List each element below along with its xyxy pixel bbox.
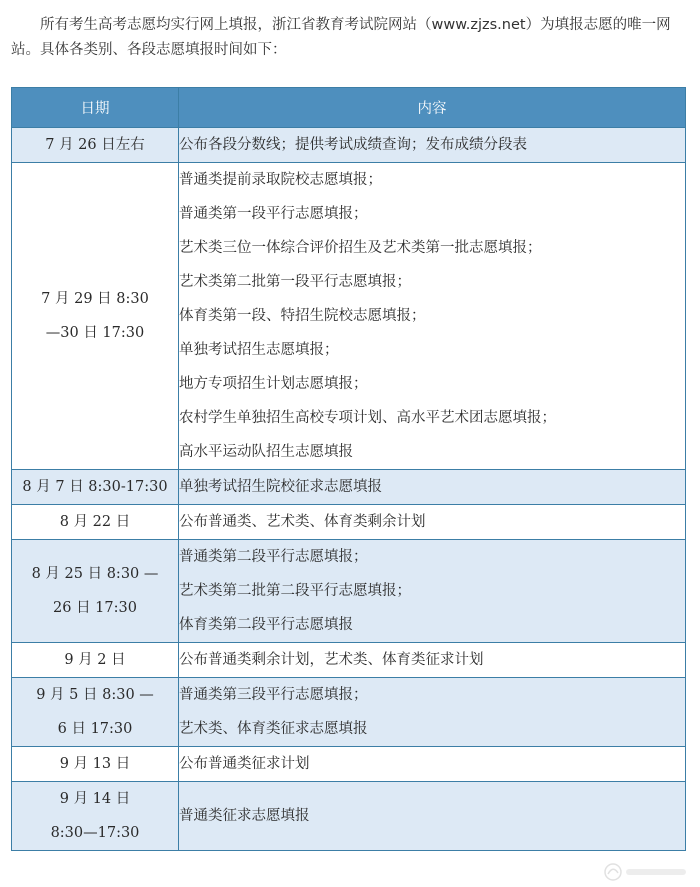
content-line: 地方专项招生计划志愿填报； — [179, 376, 368, 392]
date-text: 7 月 29 日 8:30 — [41, 291, 149, 307]
content-line: 艺术类第二批第二段平行志愿填报； — [179, 583, 411, 599]
date-text: 6 日 17:30 — [57, 721, 133, 737]
content-line: 体育类第二段平行志愿填报 — [179, 617, 353, 633]
date-cell — [12, 540, 179, 643]
table-header-row — [12, 88, 686, 128]
content-cell — [179, 782, 686, 851]
date-cell — [12, 470, 179, 505]
content-line: 艺术类第二批第一段平行志愿填报； — [179, 274, 411, 290]
content-line: 普通类第三段平行志愿填报； — [179, 687, 368, 703]
date-cell — [12, 128, 179, 163]
date-text: 8:30—17:30 — [50, 825, 140, 841]
date-text: 9 月 13 日 — [59, 756, 131, 772]
content-line: 体育类第一段、特招生院校志愿填报； — [179, 308, 426, 324]
content-line: 单独考试招生志愿填报； — [179, 342, 339, 358]
content-line: 艺术类、体育类征求志愿填报 — [179, 721, 368, 737]
content-line: 公布普通类征求计划 — [179, 756, 310, 772]
table-row — [12, 128, 686, 163]
table-row — [12, 163, 686, 470]
date-text: 8 月 25 日 8:30 — — [31, 566, 159, 582]
watermark-logo — [602, 861, 692, 883]
content-line: 公布各段分数线；提供考试成绩查询；发布成绩分段表 — [179, 137, 527, 153]
content-cell — [179, 128, 686, 163]
date-cell — [12, 163, 179, 470]
content-line: 公布普通类、艺术类、体育类剩余计划 — [179, 514, 426, 530]
date-cell — [12, 678, 179, 747]
date-cell — [12, 505, 179, 540]
content-line: 高水平运动队招生志愿填报 — [179, 444, 353, 460]
date-text: 8 月 22 日 — [59, 514, 131, 530]
date-text: 9 月 5 日 8:30 — — [36, 687, 154, 703]
date-cell — [12, 747, 179, 782]
date-text: 8 月 7 日 8:30-17:30 — [22, 479, 168, 495]
content-cell — [179, 643, 686, 678]
table-row — [12, 505, 686, 540]
header-date: 日期 — [12, 88, 179, 128]
content-cell — [179, 163, 686, 470]
content-cell — [179, 747, 686, 782]
content-line: 普通类提前录取院校志愿填报； — [179, 172, 382, 188]
content-cell — [179, 505, 686, 540]
intro-paragraph: 所有考生高考志愿均实行网上填报，浙江省教育考试院网站（www.zjzs.net）为填报志愿的唯一网站。具体各类别、各段志愿填报时间如下： — [11, 17, 671, 58]
date-text: 26 日 17:30 — [53, 600, 137, 616]
content-line: 普通类第一段平行志愿填报； — [179, 206, 368, 222]
date-text: 9 月 14 日 — [59, 791, 131, 807]
schedule-table — [11, 87, 686, 851]
content-line: 普通类征求志愿填报 — [179, 808, 310, 824]
content-cell — [179, 678, 686, 747]
content-line: 单独考试招生院校征求志愿填报 — [179, 479, 382, 495]
date-text: 7 月 26 日左右 — [45, 137, 145, 153]
date-cell — [12, 782, 179, 851]
content-cell — [179, 470, 686, 505]
table-row — [12, 678, 686, 747]
table-row — [12, 747, 686, 782]
content-line: 公布普通类剩余计划，艺术类、体育类征求计划 — [179, 652, 484, 668]
table-row — [12, 470, 686, 505]
content-cell — [179, 540, 686, 643]
table-row — [12, 540, 686, 643]
content-line: 农村学生单独招生高校专项计划、高水平艺术团志愿填报； — [179, 410, 556, 426]
content-line: 普通类第二段平行志愿填报； — [179, 549, 368, 565]
date-cell — [12, 643, 179, 678]
date-text: 9 月 2 日 — [64, 652, 126, 668]
table-row — [12, 643, 686, 678]
content-line: 艺术类三位一体综合评价招生及艺术类第一批志愿填报； — [179, 240, 542, 256]
table-row — [12, 782, 686, 851]
date-text: —30 日 17:30 — [45, 325, 145, 341]
header-content: 内容 — [179, 88, 686, 128]
